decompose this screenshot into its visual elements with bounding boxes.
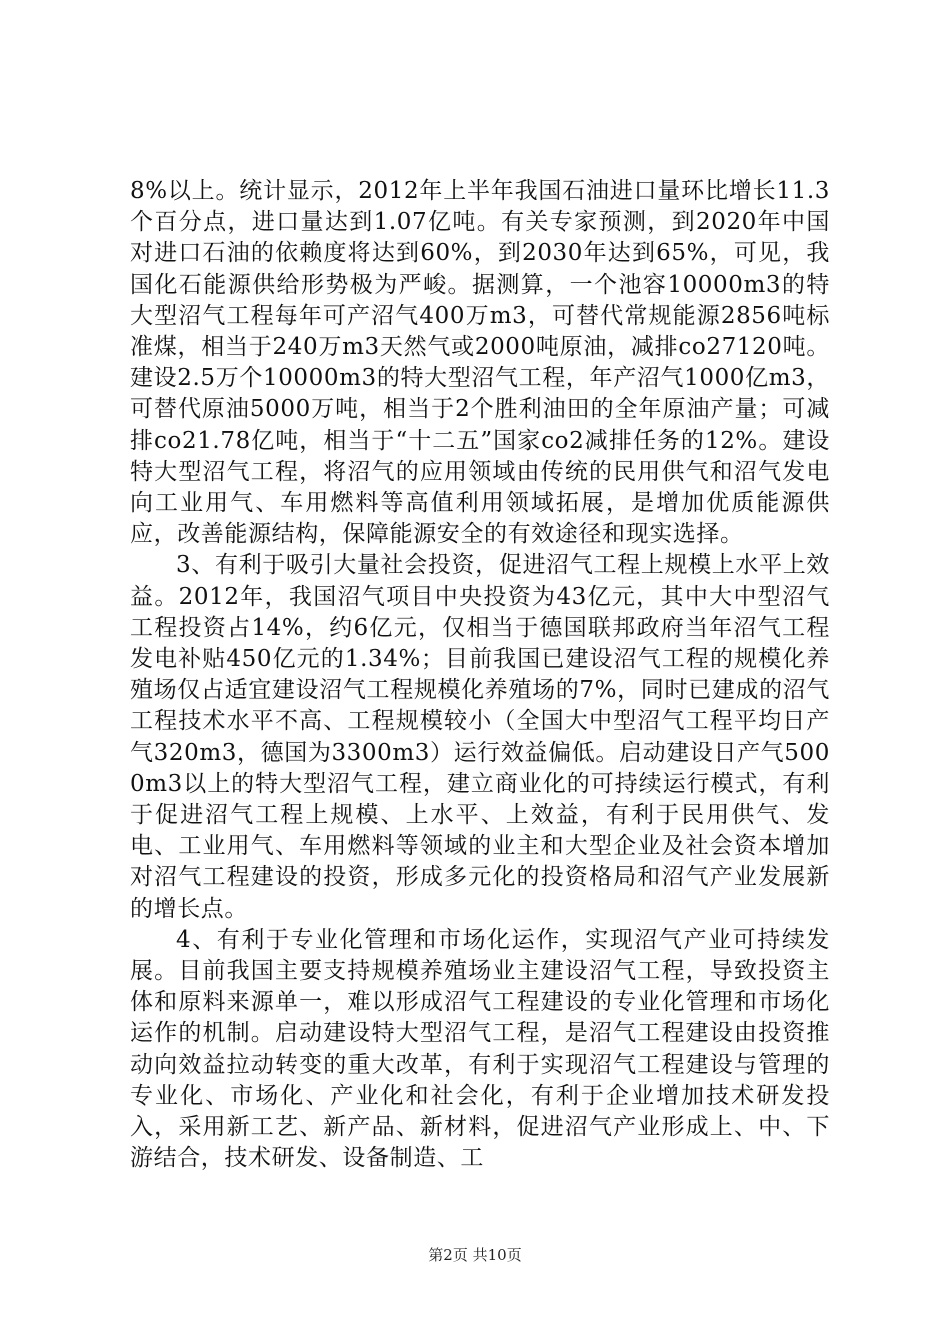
document-body [130, 176, 830, 1175]
paragraph-continuation: 8%以上。统计显示，2012年上半年我国石油进口量环比增长11.3个百分点，进口量达到1.07亿吨。有关专家预测，到2020年中国对进口石油的依赖度将达到60%，到2030年达到65%，可见，我国化石能源供给形势极为严峻。据测算，一个池容10000m3的特大型沼气工程每年可产沼气400万m3，可替代常规能源2856吨标准煤，相当于240万m3天然气或2000吨原油，减排co27120吨。建设2.5万个10000m3的特大型沼气工程，年产沼气1000亿m3，可替代原油5000万吨，相当于2个胜利油田的全年原油产量；可减排co21.78亿吨，相当于“十二五”国家co2减排任务的12%。建设特大型沼气工程，将沼气的应用领域由传统的民用供气和沼气发电向工业用气、车用燃料等高值利用领域拓展，是增加优质能源供应，改善能源结构，保障能源安全的有效途径和现实选择。 [130, 178, 830, 548]
paragraph-point-3: 3、有利于吸引大量社会投资，促进沼气工程上规模上水平上效益。2012年，我国沼气项目中央投资为43亿元，其中大中型沼气工程投资占14%，约6亿元，仅相当于德国联邦政府当年沼气工程发电补贴450亿元的1.34%；目前我国已建设沼气工程的规模化养殖场仅占适宜建设沼气工程规模化养殖场的7%，同时已建成的沼气工程技术水平不高、工程规模较小（全国大中型沼气工程平均日产气320m3，德国为3300m3）运行效益偏低。启动建设日产气5000m3以上的特大型沼气工程，建立商业化的可持续运行模式，有利于促进沼气工程上规模、上水平、上效益，有利于民用供气、发电、工业用气、车用燃料等领域的业主和大型企业及社会资本增加对沼气工程建设的投资，形成多元化的投资格局和沼气产业发展新的增长点。 [130, 552, 830, 922]
paragraph-point-4: 4、有利于专业化管理和市场化运作，实现沼气产业可持续发展。目前我国主要支持规模养殖场业主建设沼气工程，导致投资主体和原料来源单一，难以形成沼气工程建设的专业化管理和市场化运作的机制。启动建设特大型沼气工程，是沼气工程建设由投资推动向效益拉动转变的重大改革，有利于实现沼气工程建设与管理的专业化、市场化、产业化和社会化，有利于企业增加技术研发投入，采用新工艺、新产品、新材料，促进沼气产业形成上、中、下游结合，技术研发、设备制造、工 [130, 926, 830, 1172]
page-number-footer: 第2页 共10页 [428, 1246, 522, 1264]
